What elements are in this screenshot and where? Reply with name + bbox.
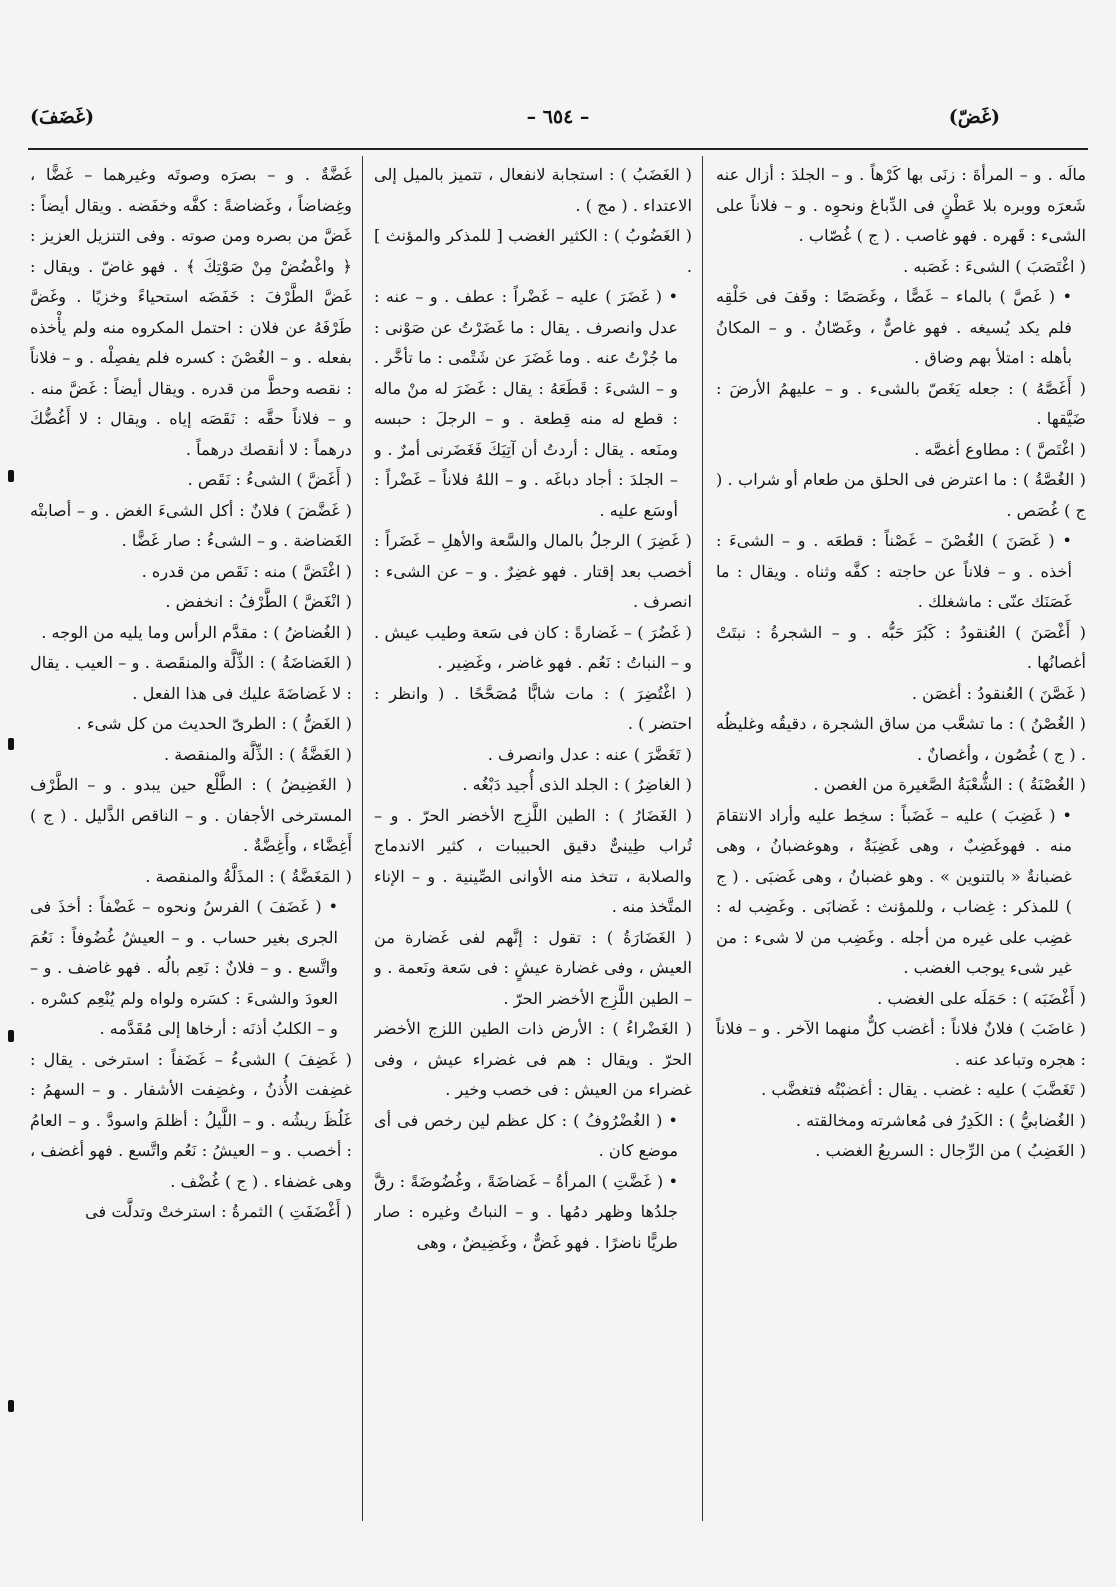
dictionary-entry: ( الغُضاضُ ) : مقدَّم الرأس وما يليه من الوجه . [41, 622, 352, 642]
margin-mark [8, 1400, 14, 1412]
dictionary-entry: ( غَضِفَ ) الشىءُ – غَضَفاً : استرخى . يقال : غضِفت الأُذنُ ، وغضِفت الأشفار . و – السهمُ : غَلُظَ ريشُه . و – اللَّيلُ : أظلمَ واسودَّ . و – العامُ : أخصب . و – العيشُ : نَعُم واتَّسع . فهو أغضف ، وهى غضفاء . ( ج ) غُضْف . [30, 1049, 352, 1191]
dictionary-entry: • ( الغُضْرُوفُ ) : كل عظم لين رخص فى أى موضع كان . [374, 1106, 692, 1167]
dictionary-entry: ( غاضَبَ ) فلانٌ فلاناً : أغضب كلٌّ منهما الآخر . و – فلاناً : هجره وتباعد عنه . [716, 1019, 1086, 1069]
dictionary-entry: ( الغُصْنَةُ ) : الشُّعْبَةُ الصَّغيرة من الغصن . [813, 775, 1086, 794]
column-right [716, 160, 1086, 1525]
dictionary-entry: ( تَغَضَّرَ ) عنه : عدل وانصرف . [487, 744, 692, 764]
dictionary-entry: ( أَغَصَّهُ ) : جعله يَغَصّ بالشىء . و – عليهمُ الأرضَ : ضَيَّقها . [716, 378, 1086, 428]
dictionary-entry: ( اغْتُضِرَ ) : مات شابًّا مُصَحَّحًا . ( وانظر : احتضر ) . [374, 683, 692, 733]
dictionary-entry: • ( غَصَّ ) بالماء – غَصًّا ، وغَصَصًا : وقَفَ فى حَلْقِه فلم يكد يُسيغه . فهو غاصٌّ ، وغَصّانُ . و – المكانُ بأهله : امتلأ بهم وضاق . [716, 282, 1086, 374]
dictionary-entry: ( غَضَّضَ ) فلانٌ : أكل الشىءَ الغض . و – أصابتْه الغَضاضة . و – الشىءُ : صار غَضًّا . [30, 500, 352, 550]
dictionary-entry: ( الغاضِرُ ) : الجلد الذى أُجيد دَبْغُه . [462, 775, 692, 794]
header-rule [28, 148, 1088, 150]
dictionary-entry: ( غَصَّنَ ) العُنقودُ : أغصَن . [911, 683, 1086, 703]
dictionary-entry: مالَه . و – المرأةَ : زنَى بها كَرْهاً . و – الجلدَ : أزال عنه شَعرَه ووبره بلا عَطْنٍ فى الدِّباغ ونحوِه . و – فلاناً على الشىء : قَهره . فهو غاصب . ( ج ) غُصّاب . [716, 165, 1086, 245]
column-left [30, 160, 352, 1525]
column-divider [362, 156, 363, 1521]
column-divider [702, 156, 703, 1521]
dictionary-entry: ( الغَضَارُ ) : الطين اللَّزِج الأخضر الحرّ . و – تُراب طِينىٌّ دقيق الحبيبات ، كثير الاندماج والصلابة ، تتخذ منه الأوانى الصِّينية . و – الإناء المتَّخذ منه . [374, 805, 692, 916]
dictionary-entry: • ( غَضَرَ ) عليه – غَضْراً : عطف . و – عنه : عدل وانصرف . يقال : ما غَضَرْتُ عن صَوْنى : ما جُزْتُ عنه . وما غَضَرَ عن شَتْمى : ما تأخَّر . و – الشىءَ : قَطَعَهُ : يقال : غَضَرَ له منْ ماله : قطع له منه قِطعة . و – الرجلَ : حبسه ومنَعه . يقال : أردتُ أن آتِيَكَ فَغَضَرنى أمرٌ . و – الجلدَ : أجاد دباغَه . و – اللهُ فلاناً – غَضْراً : أوسَع عليه . [374, 282, 692, 526]
dictionary-entry: ( أَغْضَفَتِ ) الثمرةُ : استرختْ وتدلَّت فى [85, 1202, 352, 1221]
page-header [24, 100, 1092, 140]
dictionary-entry: ( تَغَضَّبَ ) عليه : غضب . يقال : أغضبْتُه فتغضَّب . [761, 1080, 1086, 1099]
header-right-word: (غَضّ) [948, 106, 1000, 128]
margin-mark [8, 470, 14, 482]
dictionary-entry: ( اغْتَضَّ ) منه : نَقَص من قدره . [141, 561, 352, 581]
dictionary-entry: ( الغَضِبُ ) من الرِّجال : السريعُ الغضب . [815, 1141, 1086, 1160]
dictionary-entry: ( غَضُرَ ) – غَضارةً : كان فى سَعة وطيب عيش . و – النباتُ : نَعُم . فهو غاضر ، وغَضِير . [374, 622, 692, 672]
dictionary-entry: • ( غَضِبَ ) عليه – غَضَباً : سخِط عليه وأراد الانتقامَ منه . فهوغَضِبٌ ، وهى غَضِبَةٌ ، وهوغضبانُ ، وهى غضبانةٌ « بالتنوين » . وهو غضبانُ ، وهى غَضبَى . ( ج ) للمذكر : غِضاب ، وللمؤنث : غَضابَى . وغَضِب له : غضِب على غيره من أجله . وغَضِب من لا شىء : من غير شىء يوجب الغضب . [716, 801, 1086, 984]
dictionary-entry: ( الغَضَّةُ ) : الذِّلَّة والمنقصة . [164, 744, 352, 764]
dictionary-entry: ( غَضِرَ ) الرجلُ بالمال والسَّعة والأهلِ – غَضَراً : أخصب بعد إقتار . فهو غضِرٌ . و – عن الشىء : انصرف . [374, 531, 692, 611]
dictionary-entry: ( الغَضُوبُ ) : الكثير الغضب [ للمذكر والمؤنث ] . [374, 226, 692, 276]
column-middle [374, 160, 692, 1525]
dictionary-entry: ( الغَضْراءُ ) : الأرض ذات الطين اللزج الأخضر الحرّ . ويقال : هم فى غضراء عيش ، وفى غضراء من العيش : فى خصب وخير . [374, 1019, 692, 1099]
dictionary-entry: • ( غَصَنَ ) الغُصْنَ – غَصْناً : قطعَه . و – الشىءَ : أخذه . و – فلاناً عن حاجته : كفَّه وثناه . ويقال : ما غَصَنَك عنّى : ماشغلك . [716, 526, 1086, 618]
dictionary-entry: ( الغَضاضَةُ ) : الذِّلَّة والمنقَصة . و – العيب . يقال : لا غَضاضَةَ عليك فى هذا الفعل . [30, 653, 352, 703]
dictionary-entry: ( المَغَضَّةُ ) : المذَلَّةُ والمنقصة . [145, 866, 352, 886]
dictionary-entry: ( اغْتَصَبَ ) الشىءَ : غَصَبه . [903, 256, 1086, 276]
dictionary-entry: ( الغَضَبُ ) : استجابة لانفعال ، تتميز بالميل إلى الاعتداء . ( مج ) . [374, 165, 692, 215]
dictionary-entry: ( اغْتَصَّ ) : مطاوع أغصَّه . [914, 439, 1086, 459]
header-left-word: (غَضَفَ) [30, 106, 95, 128]
dictionary-entry: ( أَغْضَبَه ) : حَمَلَه على الغضب . [877, 988, 1086, 1008]
dictionary-entry: ( أَغْصَنَ ) العُنقودُ : كَبُرَ حَبُّه . و – الشجرةُ : نبتَتْ أغصانُها . [716, 622, 1086, 672]
margin-mark [8, 738, 14, 750]
dictionary-entry: ( انْغَضَّ ) الطَّرْفُ : انخفض . [165, 592, 352, 611]
margin-mark [8, 1030, 14, 1042]
dictionary-entry: ( أَغَضَّ ) الشىءُ : نَقَص . [187, 470, 352, 489]
dictionary-entry: ( الغَضُّ ) : الطرىّ الحديث من كل شىء . [76, 714, 352, 733]
dictionary-entry: • ( غَضَّتِ ) المرأةُ – غَضاضَةً ، وغُضُوضَةً : رقَّ جلدُها وظهر دمُها . و – النباتُ وغيره : صار طريًّا ناضرًا . فهو غَضٌّ ، وغَضِيضٌ ، وهى [374, 1167, 692, 1259]
dictionary-entry: غَضَّةٌ . و – بصرَه وصوتَه وغيرهما – غَضًّا ، وغِضاضاً ، وغَضاضةً : كفَّه وخفَضه . ويقال أيضاً : غَضَّ من بصره ومن صوته . وفى التنزيل العزيز : ﴿ واغْضُضْ مِنْ صَوْتِكَ ﴾ . فهو غاضّ . ويقال : غَضَّ الطَّرْفَ : خَفَضَه استحياءً وخزيًا . وغَضَّ طَرْفَهُ عن فلان : احتمل المكروه منه ولم يأْخذه بفعله . و – الغُصْنَ : كسره فلم يفصِلْه . و – فلاناً : نقصه وحطَّ من قدره . ويقال أيضاً : غَضَّ منه . و – فلاناً حقَّه : نَقَصَه إياه . ويقال : لا أَغُضُّكَ درهماً : لا أنقصك درهماً . [30, 165, 352, 459]
dictionary-entry: ( الغُصْنُ ) : ما تشعَّب من ساق الشجرة ، دقيقُه وغليظُه . ( ج ) غُصُون ، وأغصانٌ . [716, 714, 1086, 764]
dictionary-entry: • ( غَضَفَ ) الفرسُ ونحوه – غَضْفاً : أخذَ فى الجرى بغير حساب . و – العيشُ غُضُوفاً : نَعُمَ واتَّسع . و – فلانٌ : نَعِم بالُه . فهو غاضف . و – العودَ والشىءَ : كسَره ولواه ولم يُنْعِم كسْره . و – الكلبُ أذنَه : أرخاها إلى مُقَدَّمه . [30, 892, 352, 1045]
dictionary-entry: ( الغُصَّةُ ) : ما اعترض فى الحلق من طعام أو شراب . ( ج ) غُصَص . [716, 470, 1086, 520]
dictionary-entry: ( الغُضابيُّ ) : الكَدِرُ فى مُعاشرته ومخالقته . [795, 1110, 1086, 1130]
page-number: – ٦٥٤ – [526, 106, 590, 128]
dictionary-entry: ( الغَضِيضُ ) : الطَّلْع حين يبدو . و – الطَّرْف المسترخى الأجفان . و – الناقص الذَّليل . ( ج ) أَغِضَّاء ، وأَغِضَّةٌ . [30, 775, 352, 855]
dictionary-entry: ( الغَضَارَةُ ) : تقول : إنَّهم لفى غَضارة من العيش ، وفى غضارة عيشٍ : فى سَعة ونَعمة . و – الطين اللَّزِج الأخضر الحرّ . [374, 927, 692, 1008]
